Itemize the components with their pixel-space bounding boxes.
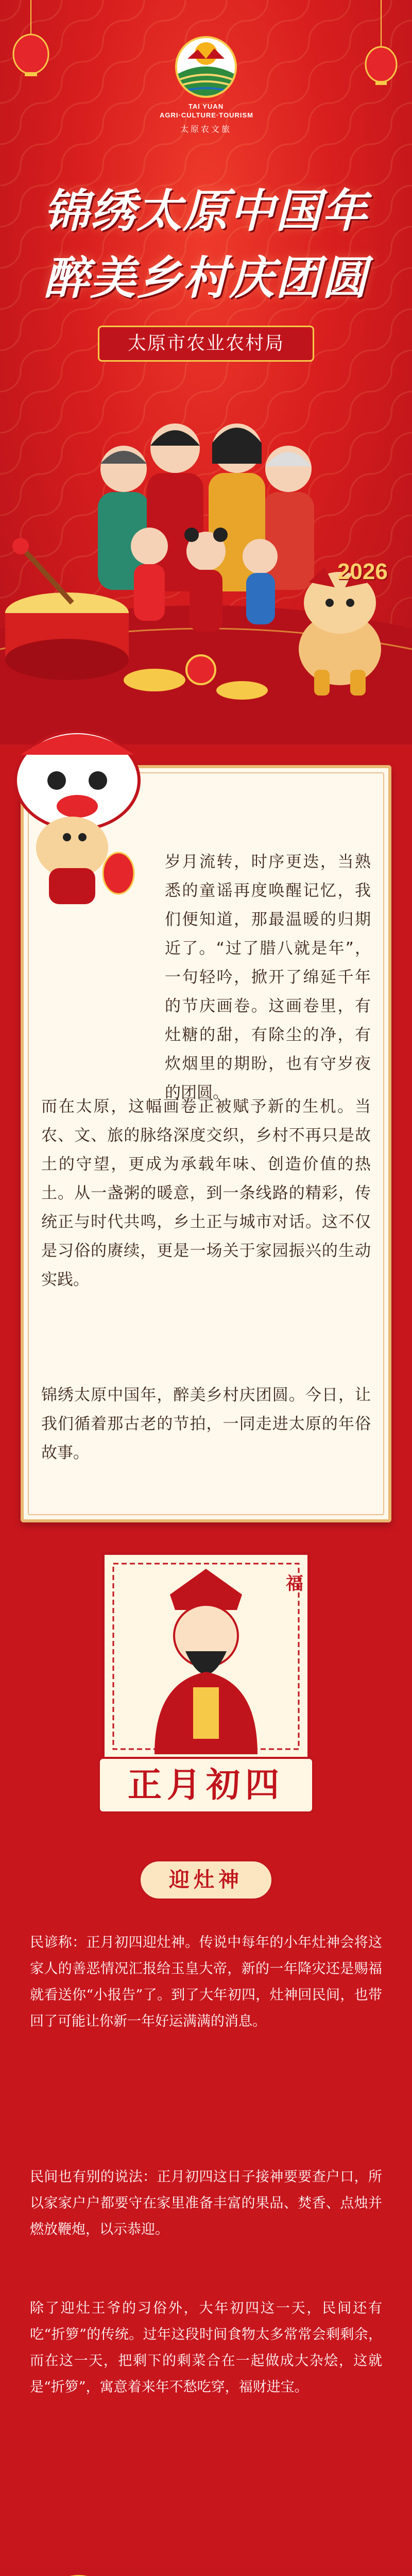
hero-title-line2: 醉美乡村庆团圆 xyxy=(43,251,368,304)
logo-chinese-text: 太原农文旅 xyxy=(180,124,232,134)
tourism-logo xyxy=(160,31,252,160)
section-paragraph-3: 除了迎灶王爷的习俗外，大年初四这一天，民间还有吃“折箩”的传统。过年这段时间食物太多常常会剩剩余，而在这一天，把剩下的剩菜合在一起做成大杂烩，这就是“折箩”，寓意着来年不愁吃穿，福财进宝。 xyxy=(30,2300,382,2395)
section-paragraph-2: 民间也有别的说法：正月初四这日子接神要要查户口，所以家家户户都要守在家里准备丰富的果品、焚香、点烛并燃放鞭炮，以示恭迎。 xyxy=(30,2169,382,2238)
year-badge: 2026 xyxy=(337,559,388,584)
family-illustration xyxy=(0,361,412,744)
hero-banner xyxy=(0,0,412,744)
kitchen-god-illustration xyxy=(98,1548,314,1790)
organizer-ribbon: 太原市农业农村局 xyxy=(98,326,314,362)
logo-en-line1: TAI YUAN xyxy=(188,103,224,110)
intro-paragraph-3: 锦绣太原中国年，醉美乡村庆团圆。今日，让我们循着那古老的节拍，一同走进太原的年俗故事。 xyxy=(41,1386,371,1462)
logo-en-line2: AGRI·CULTURE·TOURISM xyxy=(160,111,254,119)
section-heading: 正月初四 xyxy=(98,1757,314,1814)
intro-paragraph-2: 而在太原，这幅画卷正被赋予新的生机。当农、文、旅的脉络深度交织，乡村不再只是故土的守望，更成为承载年味、创造价值的热土。从一盏粥的暖意，到一条线路的精彩，传统正与时代共鸣，乡土正与城市对话。这不仅是习俗的赓续，更是一场关于家园振兴的生动实践。 xyxy=(41,1097,371,1289)
logo-english-text xyxy=(160,102,252,120)
intro-paragraph-1: 岁月流转，时序更迭，当熟悉的童谣再度唤醒记忆，我们便知道，那最温暖的归期近了。“过了腊八就是年”，一句轻吟，掀开了绵延千年的节庆画卷。这画卷里，有灶糖的甜，有除尘的净，有炊烟里的期盼，也有守岁夜的团圆。 xyxy=(165,853,371,1102)
footer xyxy=(0,2555,412,2576)
svg-text:福: 福 xyxy=(286,1573,303,1594)
hero-title-line1: 锦绣太原中国年 xyxy=(43,184,368,238)
section-paragraph-1: 民谚称：正月初四迎灶神。传说中每年的小年灶神会将这家人的善恶情况汇报给玉皇大帝，新的一年降灾还是赐福就看送你“小报告”了。到了大年初四，灶神回民间，也带回了可能让你新一年好运满满的消息。 xyxy=(30,1935,382,2029)
section-subheading: 迎灶神 xyxy=(139,1860,273,1900)
logo-emblem xyxy=(175,36,237,98)
